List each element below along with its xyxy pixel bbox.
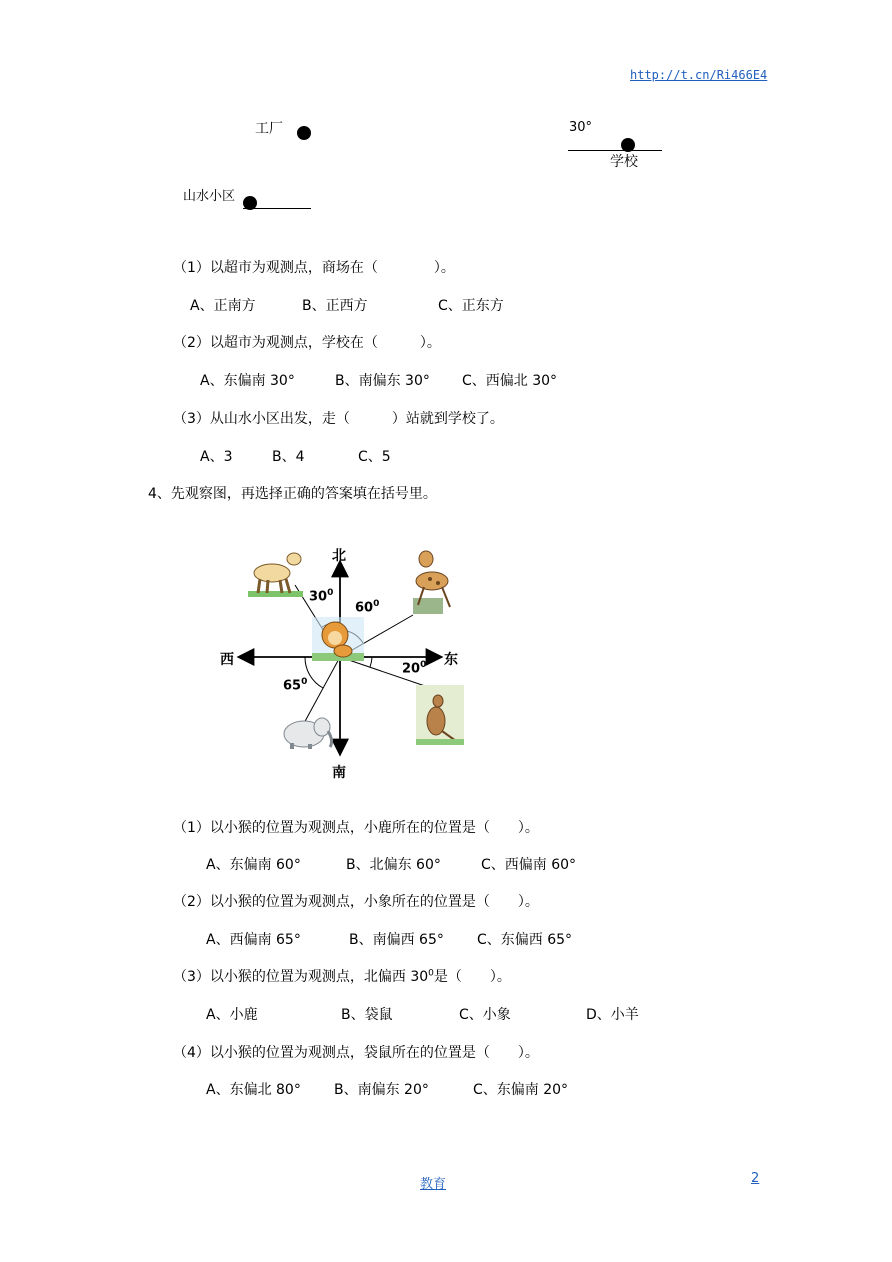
s3-q1-option-b: B、正西方	[302, 298, 368, 314]
s4-q1-option-b: B、北偏东 60°	[346, 857, 441, 873]
goat-icon	[248, 553, 303, 597]
s4-q3-option-c: C、小象	[459, 1007, 511, 1023]
s3-q3-option-c: C、5	[358, 449, 391, 465]
s3-q3-option-a: A、3	[200, 449, 233, 465]
kangaroo-icon	[416, 685, 464, 745]
arc-20	[370, 657, 372, 667]
community-label: 山水小区	[183, 189, 236, 204]
s3-q2-option-a: A、东偏南 30°	[200, 373, 295, 389]
s4-q2-option-a: A、西偏南 65°	[206, 932, 301, 948]
factory-dot	[297, 126, 311, 140]
west-label: 西	[220, 652, 234, 668]
s3-question-3: （3）从山水小区出发，走（ ）站就到学校了。	[173, 411, 504, 427]
s3-q1-option-a: A、正南方	[190, 298, 256, 314]
s3-q3-option-b: B、4	[272, 449, 305, 465]
s4-q1-option-c: C、西偏南 60°	[481, 857, 577, 873]
s3-q2-option-c: C、西偏北 30°	[462, 373, 558, 389]
s3-question-2: （2）以超市为观测点，学校在（ ）。	[173, 335, 441, 351]
s4-q2-option-b: B、南偏西 65°	[349, 932, 444, 948]
s4-q4-option-c: C、东偏南 20°	[473, 1082, 569, 1098]
ray-elephant	[303, 657, 340, 725]
monkey-icon	[312, 617, 364, 661]
page-number: 2	[751, 1171, 760, 1186]
s4-title: 4、先观察图，再选择正确的答案填在括号里。	[148, 486, 437, 502]
s3-question-1: （1）以超市为观测点，商场在（ ）。	[173, 260, 455, 276]
community-line	[243, 208, 311, 209]
north-label: 北	[332, 548, 346, 564]
s4-q3-option-b: B、袋鼠	[341, 1007, 393, 1023]
s4-q3-option-d: D、小羊	[586, 1007, 639, 1023]
east-label: 东	[444, 652, 458, 668]
south-label: 南	[332, 765, 346, 781]
s4-question-3: （3）以小猴的位置为观测点，北偏西 $30^0$是（ ）。	[173, 968, 511, 985]
angle-20-label: $20^0$	[402, 660, 427, 677]
elephant-icon	[284, 718, 332, 749]
factory-label: 工厂	[255, 121, 283, 137]
s4-q3-option-a: A、小鹿	[206, 1007, 258, 1023]
angle-30-label: $30^0$	[309, 588, 334, 605]
s4-question-1: （1）以小猴的位置为观测点，小鹿所在的位置是（ ）。	[173, 820, 539, 836]
arc-65	[305, 657, 323, 688]
header-link[interactable]: http://t.cn/Ri466E4	[630, 68, 768, 82]
s4-q1-option-a: A、东偏南 60°	[206, 857, 301, 873]
footer-link[interactable]: 教育	[420, 1177, 447, 1192]
angle-65-label: $65^0$	[283, 677, 308, 694]
angle-60-label: $60^0$	[355, 599, 380, 616]
school-label: 学校	[610, 154, 638, 170]
s4-q4-option-a: A、东偏北 80°	[206, 1082, 301, 1098]
school-angle-label: 30°	[569, 120, 593, 135]
deer-icon	[413, 551, 450, 614]
s4-question-4: （4）以小猴的位置为观测点，袋鼠所在的位置是（ ）。	[173, 1045, 539, 1061]
s4-q4-option-b: B、南偏东 20°	[334, 1082, 429, 1098]
s3-q2-option-b: B、南偏东 30°	[335, 373, 430, 389]
s3-q1-option-c: C、正东方	[438, 298, 504, 314]
s4-q2-option-c: C、东偏西 65°	[477, 932, 573, 948]
s4-question-2: （2）以小猴的位置为观测点，小象所在的位置是（ ）。	[173, 894, 539, 910]
